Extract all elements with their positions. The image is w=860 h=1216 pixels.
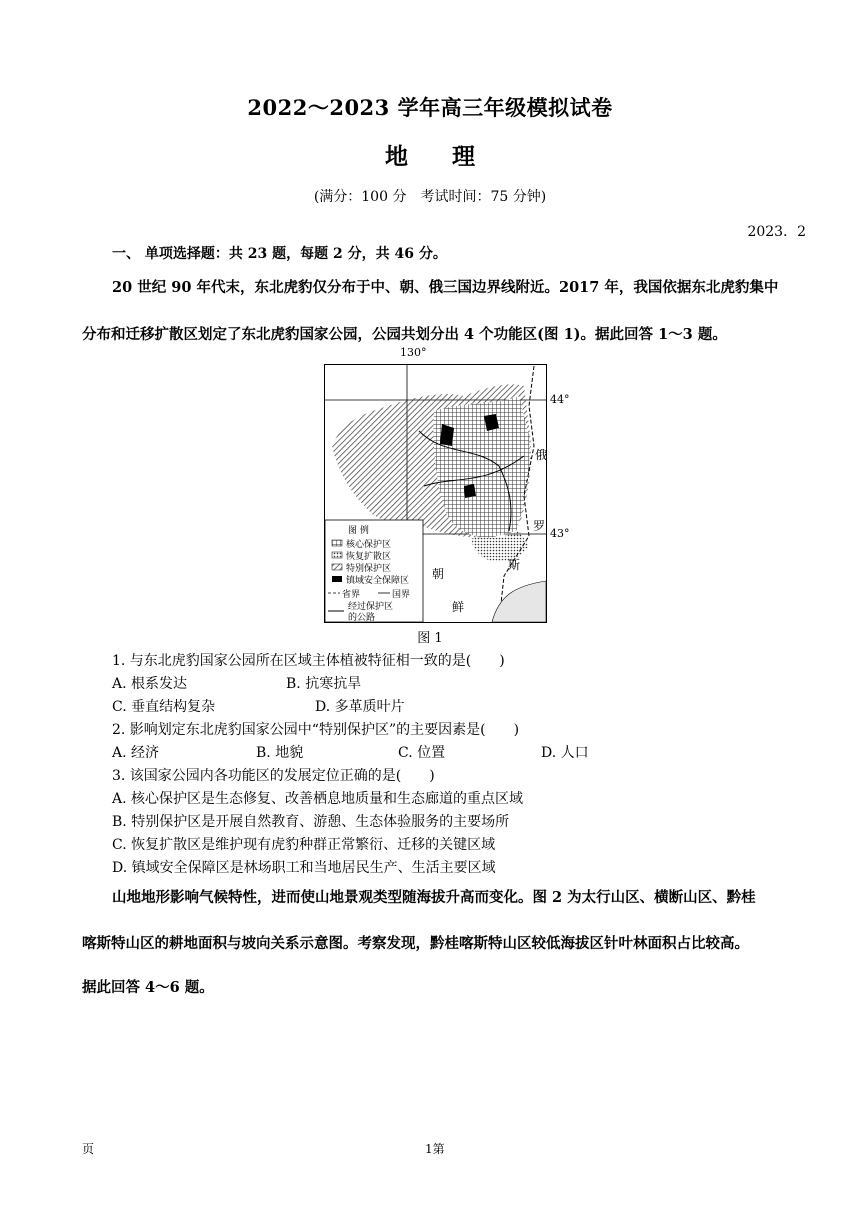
country-label-korea-2: 鲜 <box>452 600 465 614</box>
question-1-option-c: C. 垂直结构复杂 <box>112 699 216 715</box>
legend-national-border: 国界 <box>392 590 411 600</box>
longitude-label: 130° <box>400 346 427 359</box>
legend-item-restoration: 恢复扩散区 <box>346 552 392 562</box>
question-1-option-b: B. 抗寒抗旱 <box>286 676 362 692</box>
question-1-option-d: D. 多革质叶片 <box>315 699 405 715</box>
score-info: (满分：100 分 考试时间：75 分钟) <box>313 189 547 205</box>
figure1-caption: 图 1 <box>417 631 443 646</box>
question-2-stem: 2. 影响划定东北虎豹国家公园中“特别保护区”的主要因素是( ) <box>112 722 520 738</box>
footer-left: 页 <box>82 1142 95 1156</box>
legend-provincial-border: 省界 <box>342 590 361 600</box>
legend-title: 图 例 <box>348 526 369 536</box>
question-2-option-c: C. 位置 <box>398 745 446 761</box>
passage2-line1: 山地地形影响气候特性，进而使山地景观类型随海拔升高而变化。图 2 为太行山区、横断山区、黔桂 <box>112 889 756 906</box>
country-label-russia-3: 斯 <box>508 558 521 572</box>
figure1-map <box>324 336 570 624</box>
question-2-option-d: D. 人口 <box>541 745 589 761</box>
passage1-line2: 分布和迁移扩散区划定了东北虎豹国家公园，公园共划分出 4 个功能区(图 1)。据此回答 1～3 题。 <box>82 326 727 343</box>
question-1-option-a: A. 根系发达 <box>112 676 188 692</box>
question-3-option-d: D. 镇域安全保障区是林场职工和当地居民生产、生活主要区域 <box>112 860 496 876</box>
exam-title: 2022～2023 学年高三年级模拟试卷 <box>247 95 613 120</box>
passage2-line2: 喀斯特山区的耕地面积与坡向关系示意图。考察发现，黔桂喀斯特山区较低海拔区针叶林面积占比较高。 <box>82 935 749 952</box>
question-3-option-c: C. 恢复扩散区是维护现有虎豹种群正常繁衍、迁移的关键区域 <box>112 837 496 853</box>
country-label-russia-1: 俄 <box>535 448 548 462</box>
exam-date: 2023．2 <box>747 224 806 240</box>
question-2-option-a: A. 经济 <box>112 745 160 761</box>
passage2-line3: 据此回答 4～6 题。 <box>82 979 214 996</box>
town-zone <box>464 484 476 498</box>
legend-item-special: 特别保护区 <box>346 564 392 574</box>
question-3-stem: 3. 该国家公园内各功能区的发展定位正确的是( ) <box>112 768 435 784</box>
legend-road-2: 的公路 <box>348 613 376 623</box>
country-label-russia-2: 罗 <box>533 519 546 533</box>
latitude-top-label: 44° <box>550 393 570 406</box>
subject-title: 地理 <box>385 143 519 170</box>
question-2-option-b: B. 地貌 <box>256 745 304 761</box>
question-3-option-b: B. 特别保护区是开展自然教育、游憩、生态体验服务的主要场所 <box>112 814 510 830</box>
section-heading: 一、 单项选择题：共 23 题，每题 2 分，共 46 分。 <box>112 246 447 262</box>
question-3-option-a: A. 核心保护区是生态修复、改善栖息地质量和生态廊道的重点区域 <box>112 791 524 807</box>
legend-item-town: 镇域安全保障区 <box>346 576 410 586</box>
legend-item-core: 核心保护区 <box>346 540 392 550</box>
latitude-bottom-label: 43° <box>550 527 570 540</box>
question-1-stem: 1. 与东北虎豹国家公园所在区域主体植被特征相一致的是( ) <box>112 653 505 669</box>
country-label-korea-1: 朝 <box>432 567 445 581</box>
passage1-line1: 20 世纪 90 年代末，东北虎豹仅分布于中、朝、俄三国边界线附近。2017 年，我国依据东北虎豹集中 <box>112 279 779 296</box>
page-number: 1第 <box>425 1142 445 1156</box>
legend-road-1: 经过保护区 <box>348 602 394 612</box>
